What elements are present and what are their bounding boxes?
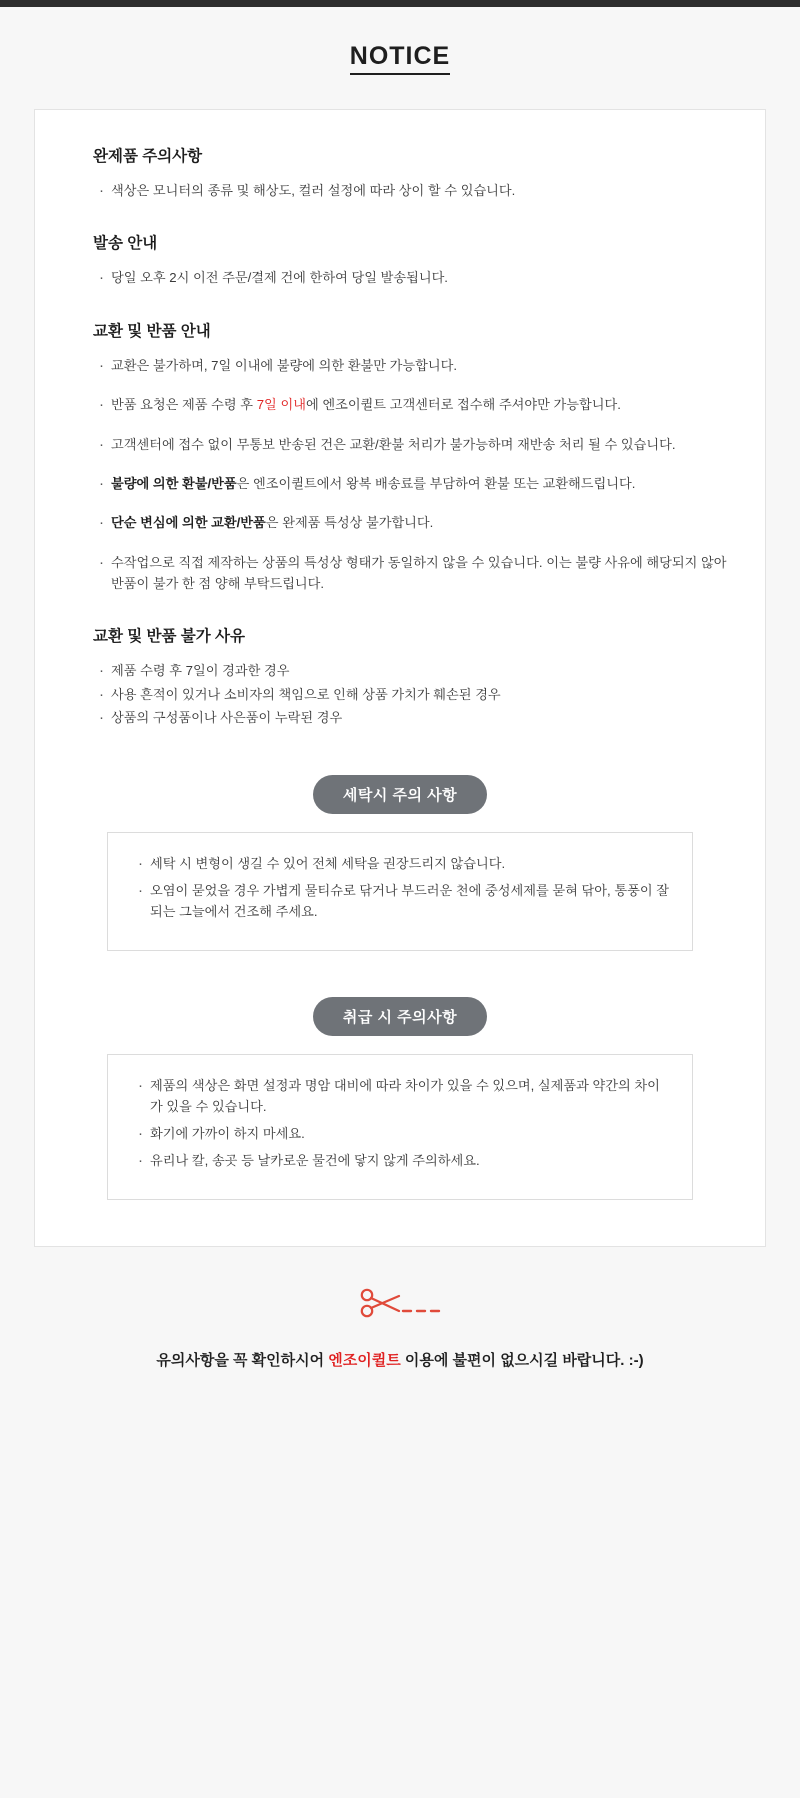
section-title-non-returnable-reasons: 교환 및 반품 불가 사유 — [93, 628, 245, 646]
list-item — [99, 394, 735, 415]
list-item: · 수작업으로 직접 제작하는 상품의 특성상 형태가 동일하지 않을 수 있습니다. 이는 불량 사유에 해당되지 않아 반품이 불가 한 점 양해 부탁드립니다. — [99, 552, 735, 595]
emphasis-bold: 단순 변심에 의한 교환/반품 — [111, 515, 266, 531]
list-item: · 당일 오후 2시 이전 주문/결제 건에 한하여 당일 발송됩니다. — [99, 267, 735, 288]
section-list-exchange-return-info — [65, 355, 735, 595]
section-title-finished-product-caution: 완제품 주의사항 — [93, 148, 203, 165]
washing-pill-wrap — [65, 775, 735, 814]
washing-list — [130, 853, 670, 922]
list-item: · 제품의 색상은 화면 설정과 명암 대비에 따라 차이가 있을 수 있으며, 실제품과 약간의 차이가 있을 수 있습니다. — [138, 1075, 670, 1117]
section-title-exchange-return-info: 교환 및 반품 안내 — [93, 322, 211, 340]
page-title — [0, 7, 800, 87]
handling-box — [107, 1054, 693, 1201]
footer-note — [0, 1327, 800, 1410]
list-item: · 오염이 묻었을 경우 가볍게 물티슈로 닦거나 부드러운 천에 중성세제를 묻혀 닦아, 통풍이 잘 되는 그늘에서 건조해 주세요. — [138, 880, 670, 922]
list-item-text: 단순 변심에 의한 교환/반품은 완제품 특성상 불가합니다. — [111, 515, 434, 531]
notice-card — [34, 109, 766, 1247]
emphasis-bold: 불량에 의한 환불/반품 — [111, 475, 237, 491]
list-item: · 색상은 모니터의 종류 및 해상도, 컬러 설정에 따라 상이 할 수 있습니다. — [99, 180, 735, 201]
list-item-text: 불량에 의한 환불/반품은 엔조이퀼트에서 왕복 배송료를 부담하여 환불 또는 교환해드립니다. — [111, 475, 636, 491]
section-title-shipping-info: 발송 안내 — [93, 235, 158, 253]
scissors-icon — [0, 1287, 800, 1327]
notice-page — [0, 7, 800, 1440]
list-item: · 교환은 불가하며, 7일 이내에 불량에 의한 환불만 가능합니다. — [99, 355, 735, 376]
section-list-shipping-info — [65, 267, 735, 288]
list-item — [99, 512, 735, 533]
list-item: · 세탁 시 변형이 생길 수 있어 전체 세탁을 권장드리지 않습니다. — [138, 853, 670, 874]
list-item: · 유리나 칼, 송곳 등 날카로운 물건에 닿지 않게 주의하세요. — [138, 1150, 670, 1171]
list-item: · 화기에 가까이 하지 마세요. — [138, 1123, 670, 1144]
list-item-text: 반품 요청은 제품 수령 후 7일 이내에 엔조이퀼트 고객센터로 접수해 주셔야만 가능합니다. — [111, 397, 621, 413]
handling-list — [130, 1075, 670, 1172]
top-bar — [0, 0, 800, 7]
list-item: · 제품 수령 후 7일이 경과한 경우 — [99, 660, 735, 681]
emphasis-red: 7일 이내 — [256, 397, 306, 413]
list-item: · 사용 흔적이 있거나 소비자의 책임으로 인해 상품 가치가 훼손된 경우 — [99, 684, 735, 705]
page-title-text: NOTICE — [350, 42, 450, 75]
footer-prefix: 유의사항을 꼭 확인하시어 — [156, 1352, 329, 1370]
section-list-non-returnable-reasons — [65, 660, 735, 728]
washing-section-badge: 세탁시 주의 사항 — [313, 775, 487, 814]
list-item: · 상품의 구성품이나 사은품이 누락된 경우 — [99, 707, 735, 728]
section-list-finished-product-caution — [65, 180, 735, 201]
list-item — [99, 473, 735, 494]
washing-box — [107, 832, 693, 951]
handling-pill-wrap — [65, 997, 735, 1036]
footer-brand: 엔조이퀼트 — [328, 1352, 401, 1370]
list-item: · 고객센터에 접수 없이 무통보 반송된 건은 교환/환불 처리가 불가능하며 재반송 처리 될 수 있습니다. — [99, 434, 735, 455]
footer-suffix: 이용에 불편이 없으시길 바랍니다. :-) — [400, 1352, 644, 1370]
handling-section-badge: 취급 시 주의사항 — [313, 997, 487, 1036]
